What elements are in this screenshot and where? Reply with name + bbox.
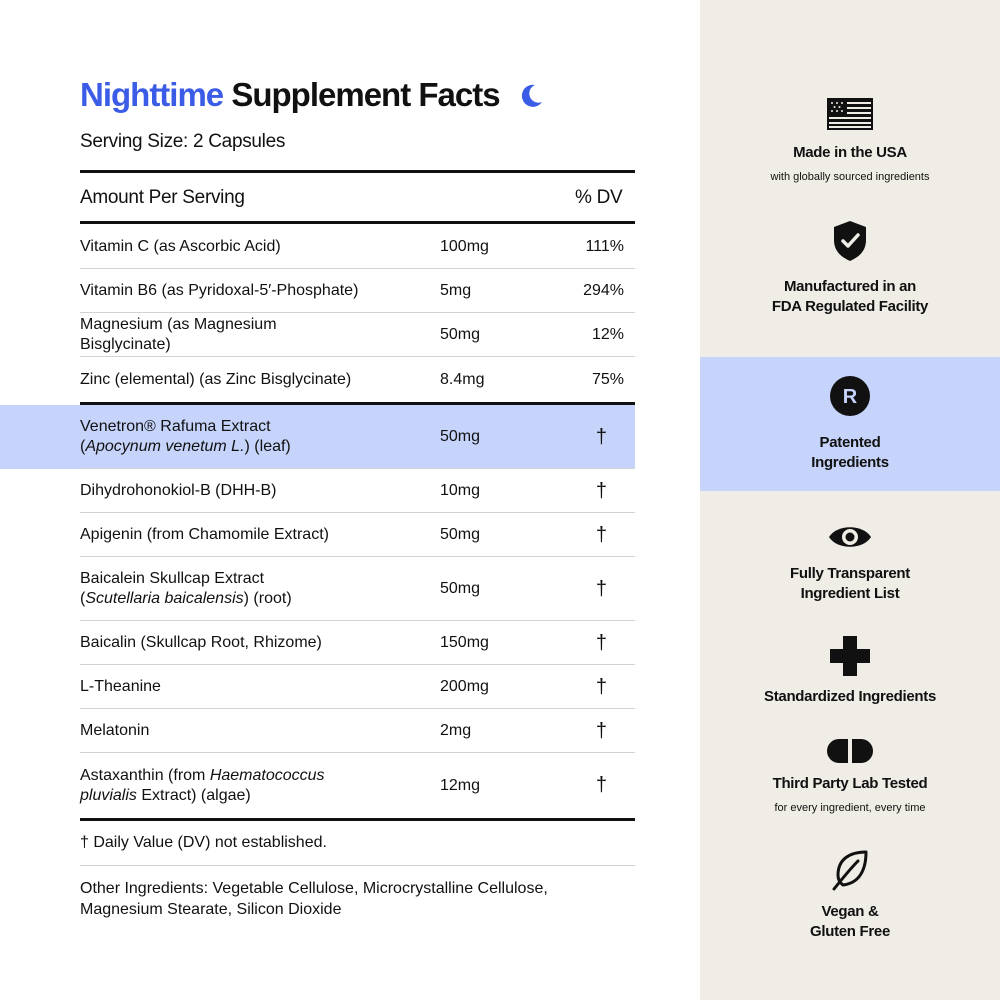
badge-fda-facility bbox=[700, 215, 1000, 325]
ingredient-name: L-Theanine bbox=[80, 678, 161, 695]
table-row bbox=[0, 709, 635, 753]
badge-label-line1: Vegan & bbox=[821, 903, 879, 920]
ingredient-amount: 5mg bbox=[440, 282, 472, 299]
badge-transparent-list bbox=[700, 515, 1000, 615]
ingredient-name-paren: ( bbox=[80, 590, 86, 607]
divider bbox=[80, 818, 635, 821]
badge-label: Made in the USA bbox=[793, 144, 907, 161]
ingredient-name-part: Astaxanthin (from bbox=[80, 766, 210, 784]
ingredient-dv: † bbox=[595, 675, 607, 698]
ingredient-dv: 111% bbox=[585, 238, 624, 255]
badge-standardized bbox=[700, 630, 1000, 710]
ingredient-latin-name: Scutellaria baicalensis bbox=[85, 590, 244, 607]
other-ingredients: Other Ingredients: Vegetable Cellulose, Microcrystalline Cellulose, Magnesium Stearate, Silicon Dioxide bbox=[80, 880, 548, 918]
table-row bbox=[0, 665, 635, 709]
ingredient-name: Vitamin B6 (as Pyridoxal-5′-Phosphate) bbox=[80, 282, 359, 299]
ingredient-name-part: Extract) (algae) bbox=[136, 786, 251, 804]
badge-label-line1: Fully Transparent bbox=[790, 565, 910, 582]
header-dv: % DV bbox=[575, 187, 623, 208]
badge-label bbox=[700, 902, 1000, 942]
divider bbox=[80, 221, 635, 224]
ingredient-name: Melatonin bbox=[80, 722, 150, 739]
ingredient-latin-name: Apocynum venetum L. bbox=[85, 438, 245, 455]
ingredient-name-line1: Venetron® Rafuma Extract bbox=[80, 418, 271, 435]
badge-label: Third Party Lab Tested bbox=[772, 775, 928, 792]
registered-icon bbox=[829, 375, 871, 417]
ingredient-amount: 50mg bbox=[440, 428, 481, 445]
footnote: † Daily Value (DV) not established. bbox=[80, 834, 327, 851]
eye-icon bbox=[827, 520, 873, 554]
ingredient-amount: 10mg bbox=[440, 482, 481, 499]
plus-icon bbox=[830, 636, 870, 676]
title-rest: Supplement Facts bbox=[231, 76, 500, 113]
badge-label: Standardized Ingredients bbox=[764, 688, 936, 705]
badge-label-line2: Ingredients bbox=[811, 454, 889, 471]
svg-text:R: R bbox=[842, 386, 858, 408]
badge-label-line1: Patented bbox=[819, 434, 881, 451]
serving-size: Serving Size: 2 Capsules bbox=[80, 131, 286, 152]
ingredient-dv: 75% bbox=[591, 371, 624, 388]
ingredient-name: Apigenin (from Chamomile Extract) bbox=[80, 526, 329, 543]
title-accent: Nighttime bbox=[80, 76, 224, 113]
table-row bbox=[0, 313, 635, 357]
ingredient-amount: 2mg bbox=[440, 722, 472, 739]
table-row bbox=[0, 269, 635, 313]
badge-lab-tested bbox=[700, 730, 1000, 830]
ingredient-amount: 150mg bbox=[440, 634, 489, 651]
badges-panel bbox=[700, 0, 1000, 1000]
ingredient-name: Zinc (elemental) (as Zinc Bisglycinate) bbox=[80, 371, 352, 388]
table-row bbox=[0, 621, 635, 665]
ingredient-dv: † bbox=[595, 479, 607, 502]
leaf-icon bbox=[830, 849, 870, 891]
ingredient-name: Magnesium (as Magnesium Bisglycinate) bbox=[80, 316, 277, 353]
ingredient-name bbox=[80, 569, 365, 609]
badge-sublabel: for every ingredient, every time bbox=[774, 802, 926, 814]
ingredient-dv: 294% bbox=[583, 282, 624, 299]
ingredient-amount: 8.4mg bbox=[440, 371, 485, 388]
ingredient-name-paren: ( bbox=[80, 438, 86, 455]
capsule-icon bbox=[827, 739, 873, 763]
moon-icon bbox=[518, 83, 544, 109]
badge-patented bbox=[700, 357, 1000, 491]
ingredient-amount: 50mg bbox=[440, 326, 481, 343]
ingredient-amount: 100mg bbox=[440, 238, 489, 255]
table-row-highlighted bbox=[0, 405, 635, 469]
table-row bbox=[0, 753, 635, 818]
ingredient-name: Dihydrohonokiol-B (DHH-B) bbox=[80, 482, 277, 499]
badge-label-line2: Ingredient List bbox=[800, 585, 900, 602]
badge-label-line1: Manufactured in an bbox=[783, 278, 917, 295]
table-row bbox=[0, 225, 635, 269]
badge-vegan bbox=[700, 845, 1000, 955]
ingredient-dv: 12% bbox=[591, 326, 624, 343]
divider bbox=[80, 170, 635, 173]
badge-sublabel: with globally sourced ingredients bbox=[770, 171, 930, 183]
page-title bbox=[80, 76, 544, 114]
badge-label bbox=[700, 433, 1000, 473]
ingredient-name-part: ) (root) bbox=[243, 590, 292, 607]
ingredient-amount: 50mg bbox=[440, 526, 481, 543]
ingredient-name bbox=[80, 417, 365, 457]
ingredient-amount: 200mg bbox=[440, 678, 489, 695]
ingredient-name-line1: Baicalein Skullcap Extract bbox=[80, 570, 265, 587]
badge-made-in-usa bbox=[700, 90, 1000, 200]
table-row bbox=[0, 513, 635, 557]
ingredient-dv: † bbox=[595, 719, 607, 742]
ingredient-dv: † bbox=[595, 774, 607, 796]
badge-label bbox=[700, 564, 1000, 604]
us-flag-icon bbox=[827, 98, 873, 130]
badge-label-line2: Gluten Free bbox=[809, 923, 891, 940]
ingredient-name: Vitamin C (as Ascorbic Acid) bbox=[80, 238, 281, 255]
ingredient-dv: † bbox=[595, 425, 607, 448]
ingredient-latin-name: Haematococcus bbox=[209, 766, 325, 784]
ingredient-dv: † bbox=[595, 523, 607, 546]
header-amount-per-serving: Amount Per Serving bbox=[80, 187, 245, 208]
ingredient-amount: 12mg bbox=[440, 776, 481, 794]
badge-label bbox=[700, 277, 1000, 317]
table-row bbox=[0, 557, 635, 621]
ingredient-amount: 50mg bbox=[440, 580, 481, 597]
ingredient-name bbox=[80, 766, 365, 806]
ingredient-dv: † bbox=[595, 631, 607, 654]
badge-label-line2: FDA Regulated Facility bbox=[771, 298, 929, 315]
ingredient-name-part: ) (leaf) bbox=[244, 438, 291, 455]
ingredient-latin-name: pluvialis bbox=[80, 786, 137, 804]
table-row bbox=[0, 469, 635, 513]
shield-check-icon bbox=[832, 220, 868, 262]
divider bbox=[80, 865, 635, 866]
ingredient-dv: † bbox=[595, 577, 607, 600]
ingredient-name: Baicalin (Skullcap Root, Rhizome) bbox=[80, 634, 322, 651]
table-row bbox=[0, 357, 635, 403]
